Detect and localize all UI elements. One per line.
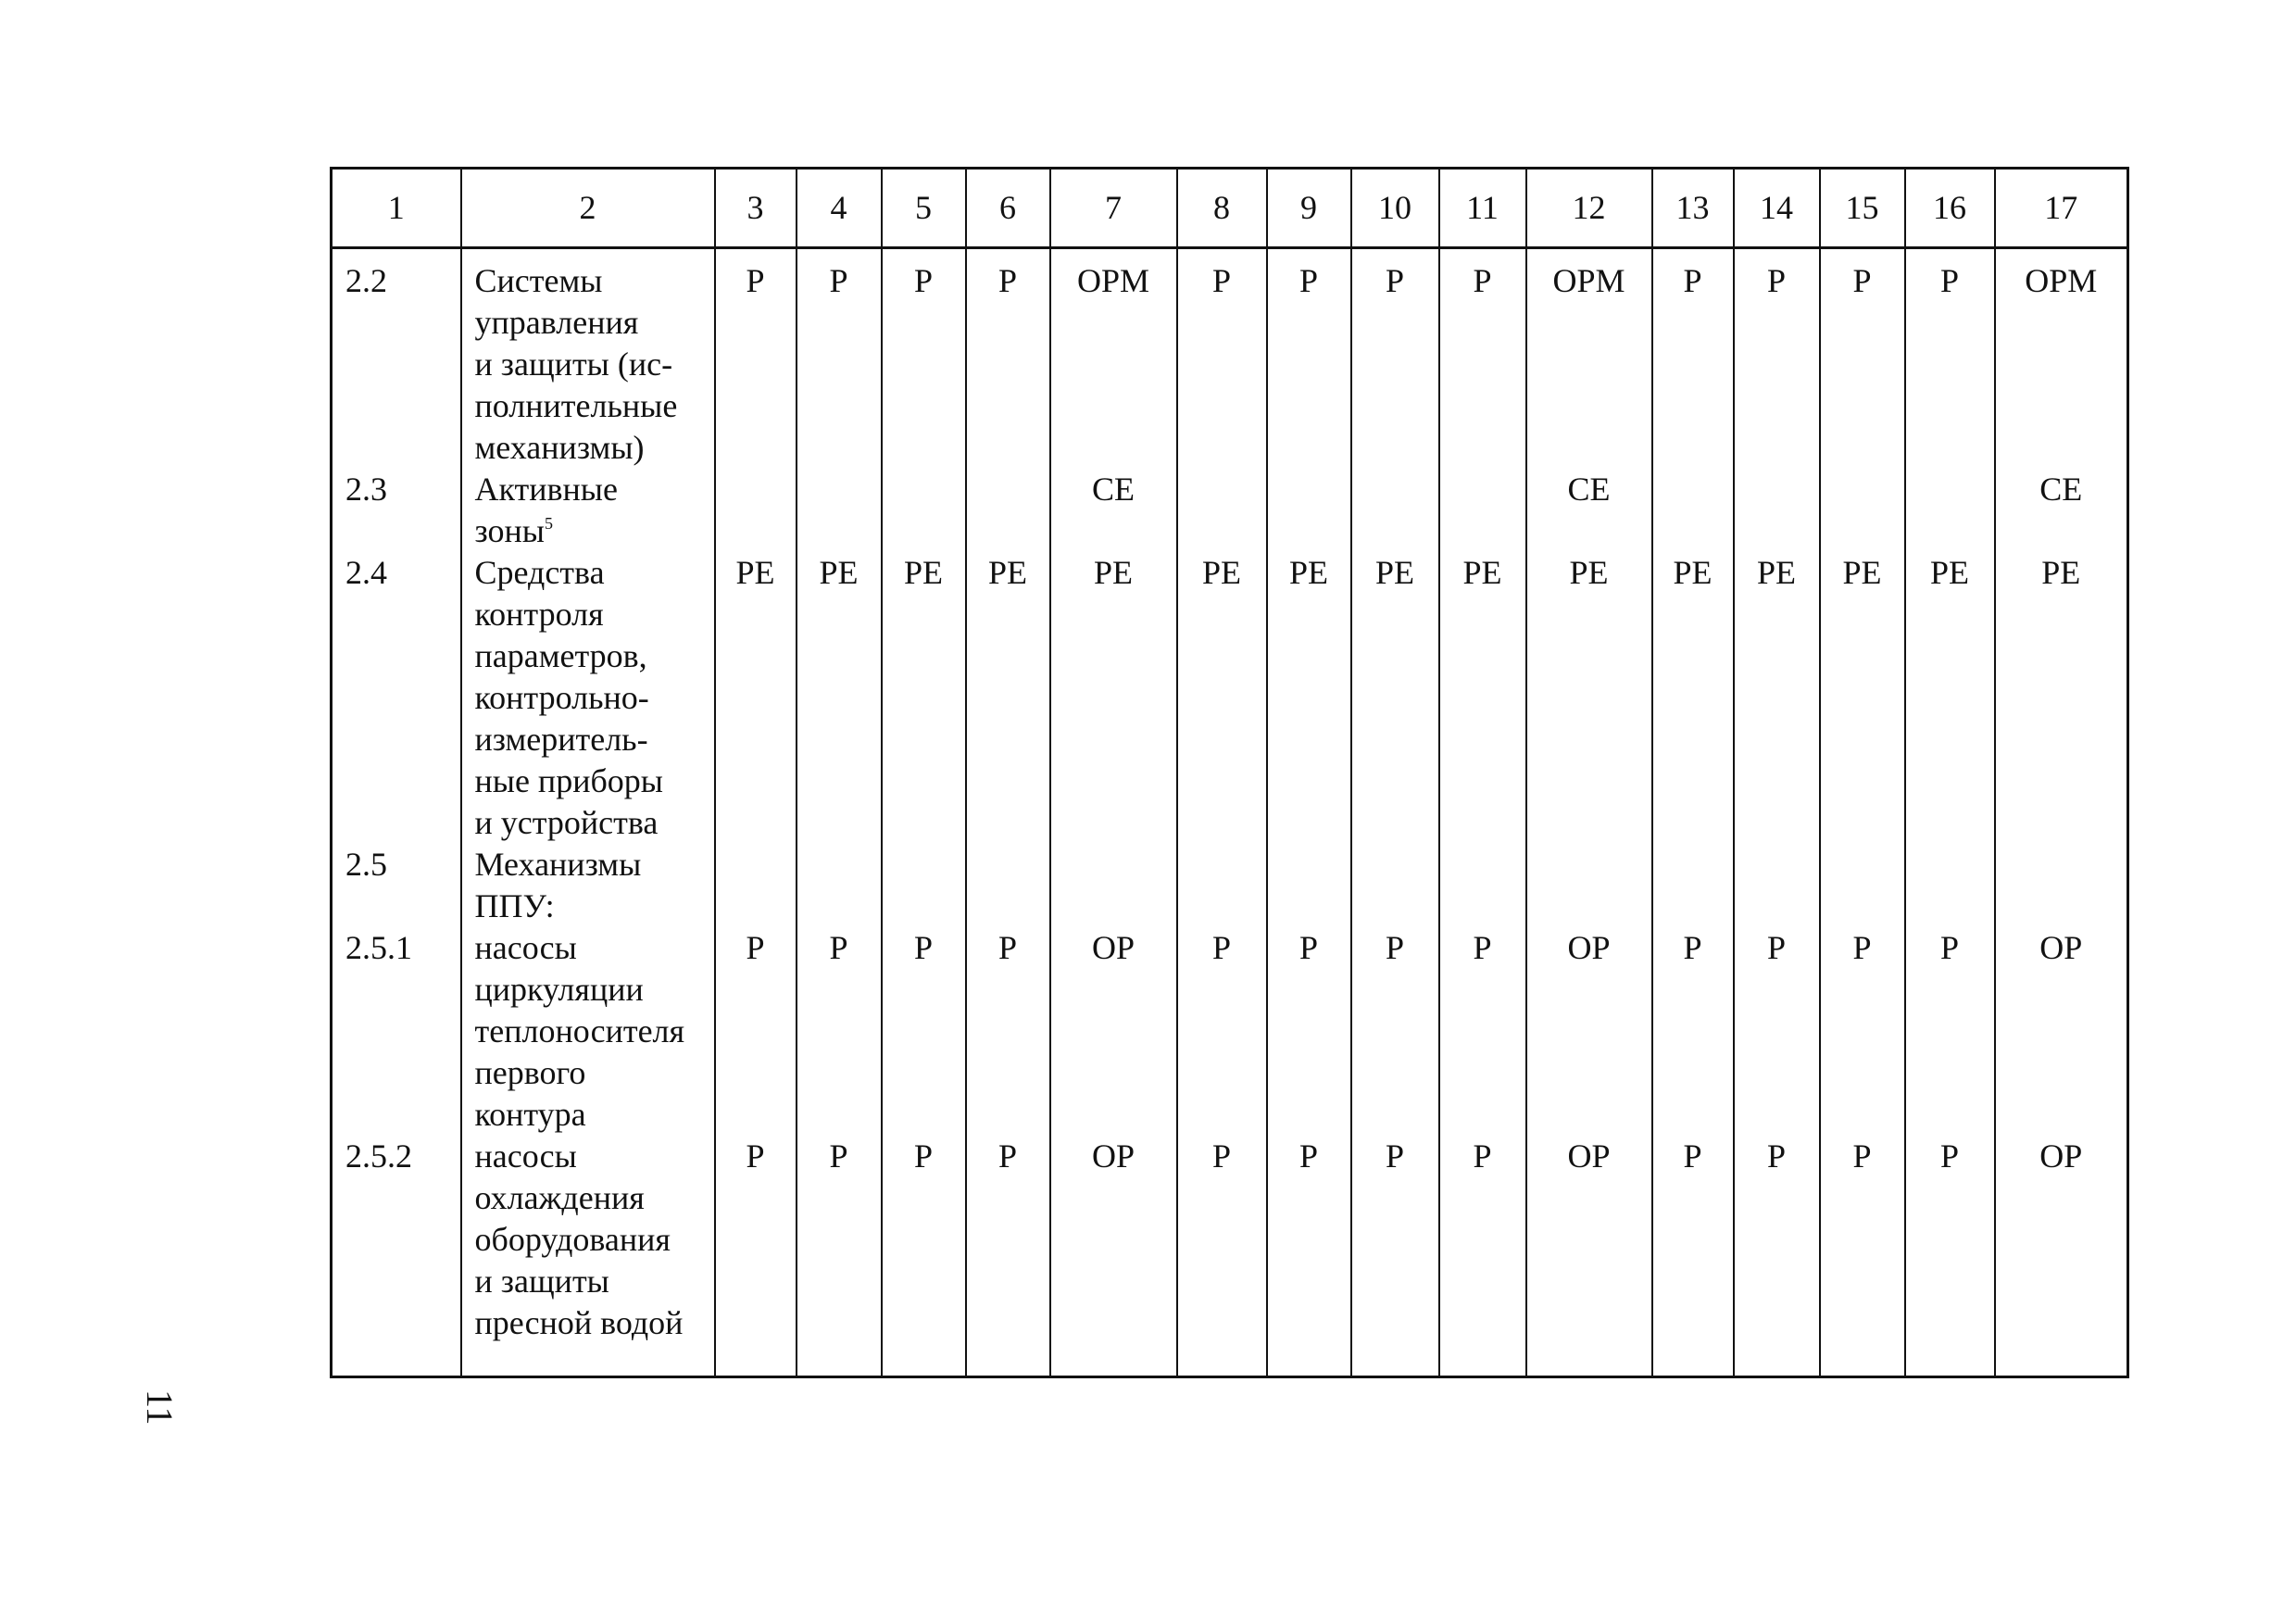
value-cell: СЕ	[1526, 469, 1652, 552]
value-cell	[797, 469, 882, 552]
row-name: Средства контроля параметров, контрольно- измеритель- ные приборы и устройства	[474, 554, 663, 841]
row-name-cell	[461, 552, 715, 844]
value-cell	[1995, 844, 2128, 927]
value-cell: РЕ	[797, 552, 882, 844]
value-cell: Р	[1351, 1136, 1439, 1377]
page-number: 11	[139, 1389, 181, 1426]
value-cell: Р	[1734, 1136, 1820, 1377]
value-cell: Р	[715, 1136, 797, 1377]
value-cell: РЕ	[1267, 552, 1351, 844]
table-row	[332, 469, 2128, 552]
row-name: Системы управления и защиты (ис- полнительные механизмы)	[474, 262, 678, 466]
value-cell	[1652, 844, 1734, 927]
value-cell	[1820, 844, 1905, 927]
value-cell	[1267, 844, 1351, 927]
value-cell: ОРМ	[1526, 248, 1652, 470]
column-header: 12	[1526, 169, 1652, 248]
value-cell: Р	[1439, 248, 1526, 470]
value-cell	[1439, 469, 1526, 552]
value-cell: Р	[1177, 1136, 1267, 1377]
value-cell: Р	[1652, 1136, 1734, 1377]
value-cell	[1177, 844, 1267, 927]
column-header: 4	[797, 169, 882, 248]
table-row	[332, 927, 2128, 1136]
column-header: 15	[1820, 169, 1905, 248]
row-number: 2.2	[332, 248, 461, 470]
value-cell: РЕ	[882, 552, 966, 844]
value-cell: Р	[1734, 927, 1820, 1136]
value-cell: Р	[966, 248, 1050, 470]
row-number: 2.3	[332, 469, 461, 552]
value-cell	[1734, 469, 1820, 552]
value-cell: Р	[1351, 927, 1439, 1136]
value-cell: Р	[1177, 927, 1267, 1136]
value-cell: ОР	[1995, 1136, 2128, 1377]
row-name-cell	[461, 248, 715, 470]
value-cell: Р	[797, 1136, 882, 1377]
value-cell: ОР	[1050, 927, 1177, 1136]
column-header: 13	[1652, 169, 1734, 248]
value-cell: РЕ	[1050, 552, 1177, 844]
value-cell	[966, 469, 1050, 552]
value-cell	[1267, 469, 1351, 552]
value-cell	[1652, 469, 1734, 552]
value-cell	[1820, 469, 1905, 552]
column-header: 17	[1995, 169, 2128, 248]
value-cell	[882, 469, 966, 552]
column-header: 14	[1734, 169, 1820, 248]
value-cell: РЕ	[966, 552, 1050, 844]
value-cell	[882, 844, 966, 927]
value-cell: Р	[715, 248, 797, 470]
value-cell	[715, 469, 797, 552]
row-name: насосы циркуляции теплоносителя первого контура	[474, 929, 685, 1133]
row-name-cell	[461, 927, 715, 1136]
value-cell	[1734, 844, 1820, 927]
row-name-cell	[461, 469, 715, 552]
value-cell: РЕ	[1652, 552, 1734, 844]
column-header: 10	[1351, 169, 1439, 248]
value-cell	[1050, 844, 1177, 927]
value-cell: Р	[1905, 248, 1995, 470]
column-header: 2	[461, 169, 715, 248]
value-cell: ОР	[1526, 1136, 1652, 1377]
value-cell: Р	[1351, 248, 1439, 470]
value-cell: РЕ	[1820, 552, 1905, 844]
table-row	[332, 248, 2128, 470]
row-name: насосы охлаждения оборудования и защиты пресной водой	[474, 1137, 684, 1341]
value-cell: Р	[1267, 248, 1351, 470]
value-cell: Р	[1177, 248, 1267, 470]
value-cell	[1526, 844, 1652, 927]
value-cell	[1905, 469, 1995, 552]
value-cell: РЕ	[1351, 552, 1439, 844]
column-header: 11	[1439, 169, 1526, 248]
value-cell	[1177, 469, 1267, 552]
value-cell: СЕ	[1995, 469, 2128, 552]
value-cell: ОРМ	[1050, 248, 1177, 470]
value-cell: РЕ	[1734, 552, 1820, 844]
column-header: 6	[966, 169, 1050, 248]
value-cell: СЕ	[1050, 469, 1177, 552]
column-header: 7	[1050, 169, 1177, 248]
column-header: 9	[1267, 169, 1351, 248]
value-cell: Р	[797, 927, 882, 1136]
value-cell: РЕ	[1177, 552, 1267, 844]
value-cell	[966, 844, 1050, 927]
value-cell	[1351, 469, 1439, 552]
value-cell: Р	[882, 248, 966, 470]
footnote-marker: 5	[544, 514, 553, 533]
value-cell: Р	[1820, 1136, 1905, 1377]
value-cell: ОР	[1050, 1136, 1177, 1377]
value-cell	[715, 844, 797, 927]
value-cell: Р	[1439, 1136, 1526, 1377]
row-number: 2.5.2	[332, 1136, 461, 1377]
value-cell: Р	[1652, 248, 1734, 470]
column-header: 5	[882, 169, 966, 248]
table-row	[332, 1136, 2128, 1377]
value-cell: Р	[1905, 927, 1995, 1136]
value-cell: Р	[715, 927, 797, 1136]
requirements-table	[330, 167, 2129, 1378]
value-cell: Р	[1820, 927, 1905, 1136]
value-cell: Р	[1734, 248, 1820, 470]
value-cell: ОРМ	[1995, 248, 2128, 470]
table-row	[332, 552, 2128, 844]
header-row	[332, 169, 2128, 248]
value-cell: ОР	[1995, 927, 2128, 1136]
column-header: 16	[1905, 169, 1995, 248]
row-number: 2.4	[332, 552, 461, 844]
value-cell: РЕ	[1995, 552, 2128, 844]
value-cell: Р	[882, 927, 966, 1136]
value-cell: Р	[1652, 927, 1734, 1136]
row-name: Механизмы ППУ:	[474, 846, 642, 924]
column-header: 1	[332, 169, 461, 248]
value-cell: Р	[1820, 248, 1905, 470]
value-cell	[1905, 844, 1995, 927]
row-number: 2.5	[332, 844, 461, 927]
table-body	[332, 248, 2128, 1377]
value-cell: ОР	[1526, 927, 1652, 1136]
value-cell: Р	[966, 927, 1050, 1136]
row-name-cell	[461, 844, 715, 927]
value-cell: Р	[1267, 1136, 1351, 1377]
value-cell: Р	[966, 1136, 1050, 1377]
table-row	[332, 844, 2128, 927]
value-cell: РЕ	[1905, 552, 1995, 844]
value-cell: РЕ	[1526, 552, 1652, 844]
value-cell: РЕ	[1439, 552, 1526, 844]
value-cell	[1351, 844, 1439, 927]
value-cell: Р	[1439, 927, 1526, 1136]
column-header: 3	[715, 169, 797, 248]
value-cell: Р	[797, 248, 882, 470]
column-header: 8	[1177, 169, 1267, 248]
row-name-cell	[461, 1136, 715, 1377]
value-cell	[1439, 844, 1526, 927]
value-cell: РЕ	[715, 552, 797, 844]
row-number: 2.5.1	[332, 927, 461, 1136]
value-cell: Р	[882, 1136, 966, 1377]
value-cell: Р	[1267, 927, 1351, 1136]
value-cell	[797, 844, 882, 927]
row-name: Активные зоны	[474, 471, 618, 549]
value-cell: Р	[1905, 1136, 1995, 1377]
